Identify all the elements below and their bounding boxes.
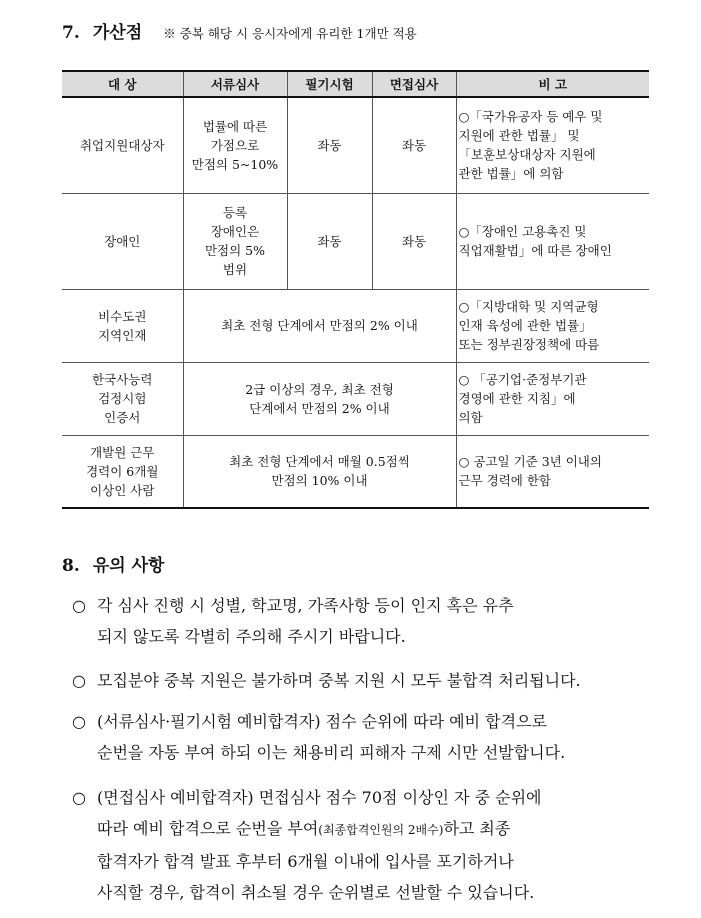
table-row — [62, 97, 649, 193]
header-interview: 면접심사 — [372, 71, 456, 97]
notice-text: 모집분야 중복 지원은 불가하며 중복 지원 시 모두 불합격 처리됩니다. — [97, 671, 581, 690]
row-target: 비수도권 지역인재 — [62, 289, 183, 362]
row-doc-review: 등록 장애인은 만점의 5% 범위 — [183, 193, 287, 289]
bullet-circle-icon: ○ — [72, 712, 86, 731]
row-interview: 좌동 — [372, 97, 456, 193]
bullet-circle-icon: ○ — [72, 788, 86, 807]
section-title: 유의 사항 — [92, 556, 165, 576]
row-target: 개발원 근무 경력이 6개월 이상인 사람 — [62, 435, 183, 508]
bullet-circle-icon: ○ — [72, 596, 86, 615]
section-title: 가산점 — [92, 23, 143, 43]
row-target: 취업지원대상자 — [62, 97, 183, 193]
table-row — [62, 362, 649, 435]
row-target: 한국사능력 검정시험 인증서 — [62, 362, 183, 435]
section-note: ※ 중복 해당 시 응시자에게 유리한 1개만 적용 — [163, 26, 417, 41]
notice-text: 각 심사 진행 시 성별, 학교명, 가족사항 등이 인지 혹은 유추 되지 않도록 각별히 주의해 주시기 바랍니다. — [97, 596, 514, 646]
table-row — [62, 435, 649, 508]
row-merged-criteria: 2급 이상의 경우, 최초 전형 단계에서 만점의 2% 이내 — [183, 362, 456, 435]
section-number: 8. — [62, 556, 80, 576]
section-8-heading — [62, 551, 164, 576]
row-merged-criteria: 최초 전형 단계에서 매월 0.5점씩 만점의 10% 이내 — [183, 435, 456, 508]
table-row — [62, 289, 649, 362]
table-row — [62, 193, 649, 289]
bonus-points-table — [62, 70, 649, 509]
row-remark: ○「장애인 고용촉진 및 직업재활법」에 따른 장애인 — [456, 193, 649, 289]
row-doc-review: 법률에 따른 가점으로 만점의 5~10% — [183, 97, 287, 193]
bullet-circle-icon: ○ — [72, 671, 86, 690]
row-interview: 좌동 — [372, 193, 456, 289]
row-remark: ○「국가유공자 등 예우 및 지원에 관한 법률」 및 「보훈보상대상자 지원에 관한 법률」에 의함 — [456, 97, 649, 193]
row-remark: ○ 「공기업·준정부기관 경영에 관한 지침」에 의함 — [456, 362, 649, 435]
row-remark: ○「지방대학 및 지역균형 인재 육성에 관한 법률」 또는 정부권장정책에 따름 — [456, 289, 649, 362]
section-number: 7. — [62, 23, 80, 43]
row-written: 좌동 — [287, 97, 372, 193]
header-document-review: 서류심사 — [183, 71, 287, 97]
row-written: 좌동 — [287, 193, 372, 289]
table-header-row — [62, 71, 649, 97]
section-7-heading — [62, 18, 417, 43]
notice-text: (서류심사·필기시험 예비합격자) 점수 순위에 따라 예비 합격으로 순번을 자동 부여 하되 이는 채용비리 피해자 구제 시만 선발합니다. — [97, 712, 566, 762]
row-target: 장애인 — [62, 193, 183, 289]
notice-text: (면접심사 예비합격자) 면접심사 점수 70점 이상인 자 중 순위에 따라 예비 합격으로 순번을 부여(최종합격인원의 2배수)하고 최종 합격자가 합격 발표 후부터 6개월 이내에 입사를 포기하거나 사직할 경우, 합격이 취소될 경우 순위별로 선발할 수 있습니다. — [97, 788, 542, 902]
row-remark: ○ 공고일 기준 3년 이내의 근무 경력에 한함 — [456, 435, 649, 508]
header-remarks: 비 고 — [456, 71, 649, 97]
header-target: 대 상 — [62, 71, 183, 97]
header-written-test: 필기시험 — [287, 71, 372, 97]
row-merged-criteria: 최초 전형 단계에서 만점의 2% 이내 — [183, 289, 456, 362]
